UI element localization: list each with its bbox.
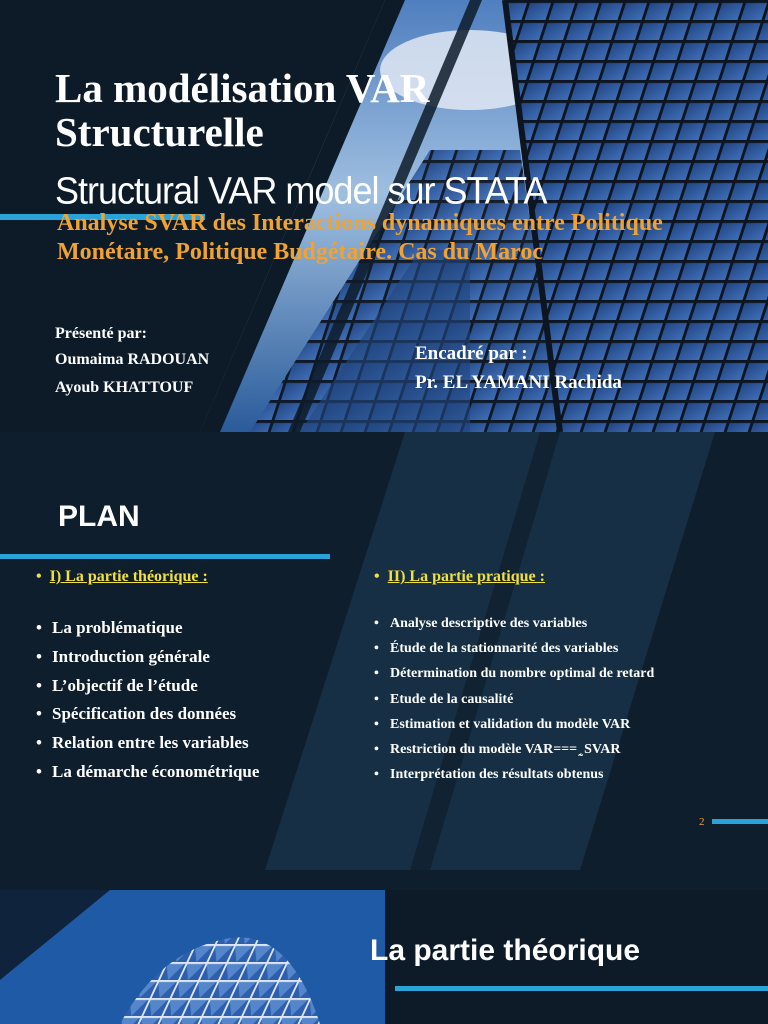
list-item: • Relation entre les variables	[36, 729, 259, 758]
list-item: • L’objectif de l’étude	[36, 672, 259, 701]
section-slide	[0, 890, 768, 1024]
author-name: Ayoub KHATTOUF	[55, 379, 194, 396]
list-item: • Restriction du modèle VAR=== ̰͔ SVAR	[374, 737, 654, 762]
slide-title: La modélisation VAR Structurelle	[55, 65, 430, 155]
section-heading-practice: • II) La partie pratique :	[374, 568, 545, 585]
author-name: Oumaima RADOUAN	[55, 351, 210, 368]
slide-title: La partie théorique	[370, 934, 641, 967]
list-item: • Détermination du nombre optimal de retard	[374, 661, 654, 686]
presented-label: Présenté par:	[55, 325, 147, 342]
list-item: • La démarche économétrique	[36, 758, 259, 787]
section-heading-theory: • I) La partie théorique :	[36, 568, 208, 585]
slide-subtitle: Analyse SVAR des Interactions dynamiques entre Politique Monétaire, Politique Budgétaire. Cas du Maroc	[57, 210, 663, 265]
title-slide	[0, 0, 768, 432]
accent-line	[395, 986, 768, 991]
list-item: • Introduction générale	[36, 643, 259, 672]
list-item: • Estimation et validation du modèle VAR	[374, 712, 654, 737]
list-item: • Spécification des données	[36, 700, 259, 729]
accent-line	[0, 554, 330, 559]
supervisor-label: Encadré par :	[415, 343, 528, 364]
slide-title: PLAN	[58, 500, 140, 533]
list-item: • Étude de la stationnarité des variables	[374, 636, 654, 661]
list-item: • Etude de la causalité	[374, 687, 654, 712]
list-item: • La problématique	[36, 614, 259, 643]
theory-list	[36, 614, 259, 787]
accent-line	[712, 819, 768, 824]
page-number: 2	[699, 816, 705, 828]
list-item: • Interprétation des résultats obtenus	[374, 762, 654, 787]
slide-title-english: Structural VAR model sur STATA	[55, 168, 547, 212]
plan-slide	[0, 432, 768, 890]
practice-list	[374, 611, 654, 787]
supervisor-name: Pr. EL YAMANI Rachida	[415, 372, 622, 393]
list-item: • Analyse descriptive des variables	[374, 611, 654, 636]
